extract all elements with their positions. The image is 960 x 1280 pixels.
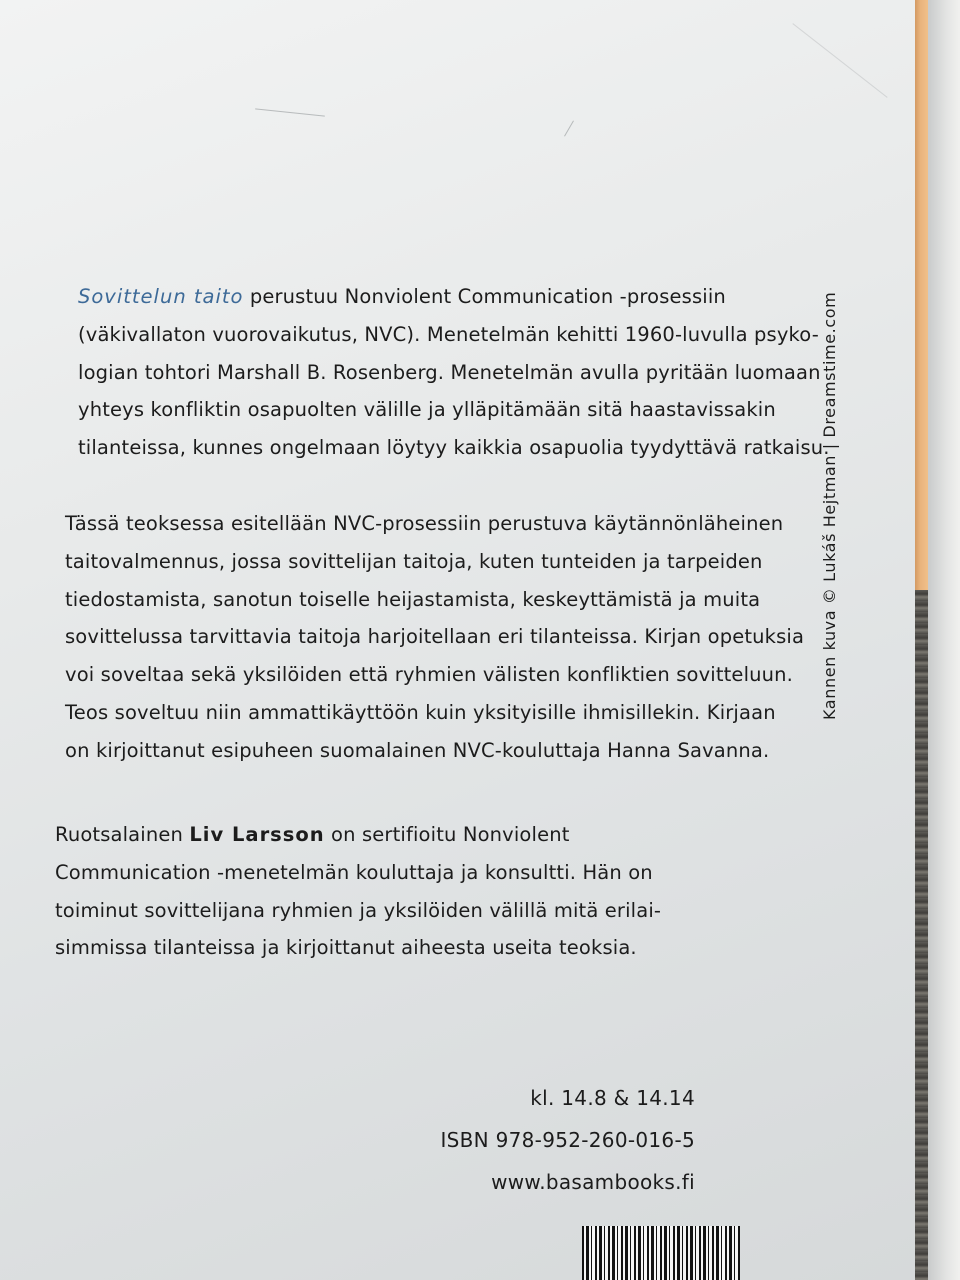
author-line: Communication -menetelmän kouluttaja ja konsultti. Hän on bbox=[55, 860, 653, 884]
content-line: Teos soveltuu niin ammattikäyttöön kuin yksityisille ihmisillekin. Kirjaan bbox=[65, 700, 776, 724]
author-line-1: Ruotsalainen Liv Larsson on sertifioitu Nonviolent bbox=[55, 823, 570, 846]
content-line: voi soveltaa sekä yksilöiden että ryhmien välisten konfliktien sovitteluun. bbox=[65, 663, 794, 687]
spine-dark-section bbox=[915, 590, 928, 1280]
content-paragraph bbox=[65, 505, 805, 770]
description-line: tilanteissa, kunnes ongelmaan löytyy kaikkia osapuolia tyydyttävä ratkaisu. bbox=[78, 436, 830, 460]
content-line: sovittelussa tarvittavia taitoja harjoitellaan eri tilanteissa. Kirjan opetuksia bbox=[65, 625, 805, 649]
cover-crease-mark bbox=[564, 120, 574, 136]
content-line: tiedostamista, sanotun toiselle heijastamista, keskeyttämistä ja muita bbox=[65, 587, 761, 611]
publisher-website: www.basambooks.fi bbox=[491, 1170, 695, 1194]
cover-image-credit: Kannen kuva © Lukáš Hejtman | Dreamstime.com bbox=[820, 291, 839, 720]
description-line: (väkivallaton vuorovaikutus, NVC). Menetelmän kehitti 1960-luvulla psyko- bbox=[78, 322, 819, 346]
library-classification: kl. 14.8 & 14.14 bbox=[530, 1086, 695, 1110]
author-line: toiminut sovittelijana ryhmien ja yksilöiden välillä mitä erilai- bbox=[55, 898, 662, 922]
cover-crease-mark bbox=[255, 108, 325, 116]
author-paragraph bbox=[55, 816, 755, 967]
content-line: on kirjoittanut esipuheen suomalainen NVC-kouluttaja Hanna Savanna. bbox=[65, 738, 770, 762]
content-line: Tässä teoksessa esitellään NVC-prosessiin perustuva käytännönläheinen bbox=[65, 512, 784, 535]
author-line: simmissa tilanteissa ja kirjoittanut aiheesta useita teoksia. bbox=[55, 936, 637, 960]
background-surface bbox=[928, 0, 960, 1280]
author-name: Liv Larsson bbox=[189, 823, 325, 846]
description-paragraph bbox=[78, 278, 830, 467]
cover-crease-mark bbox=[792, 23, 887, 98]
book-title: Sovittelun taito bbox=[78, 285, 244, 308]
description-line-1: Sovittelun taito perustuu Nonviolent Communication -prosessiin bbox=[78, 285, 726, 308]
book-spine-edge bbox=[915, 0, 928, 1280]
barcode bbox=[582, 1226, 740, 1280]
description-line: yhteys konfliktin osapuolten välille ja ylläpitämään sitä haastavissakin bbox=[78, 398, 776, 422]
content-line: taitovalmennus, jossa sovittelijan taitoja, kuten tunteiden ja tarpeiden bbox=[65, 549, 763, 573]
description-line: logian tohtori Marshall B. Rosenberg. Menetelmän avulla pyritään luomaan bbox=[78, 360, 821, 384]
isbn: ISBN 978-952-260-016-5 bbox=[440, 1128, 695, 1152]
